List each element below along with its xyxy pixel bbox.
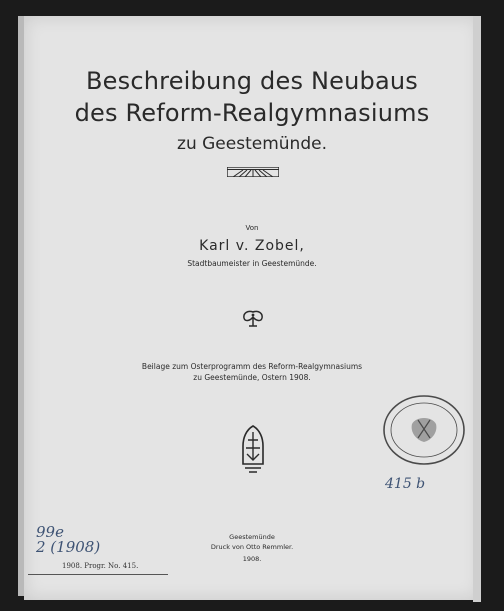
floral-ornament-icon [242, 310, 264, 328]
vertical-ornament-icon [240, 424, 266, 474]
imprint-place: Geestemünde [229, 533, 275, 541]
handwritten-number: 415 b [385, 476, 426, 492]
title-line-2: des Reform-Realgymnasiums [74, 99, 430, 127]
title-page [24, 16, 480, 600]
author-title: Stadtbaumeister in Geestemünde. [187, 259, 317, 268]
imprint-year: 1908. [242, 555, 262, 563]
library-stamp [382, 394, 466, 466]
byline-von: Von [245, 224, 259, 232]
handwritten-shelfmark-top: 99e [36, 523, 64, 541]
supplement-line-2: zu Geestemünde, Ostern 1908. [193, 373, 311, 382]
catalog-underline [28, 574, 168, 575]
title-line-1: Beschreibung des Neubaus [86, 67, 418, 95]
author-name: Karl v. Zobel, [199, 238, 305, 254]
imprint-printer: Druck von Otto Remmler. [210, 543, 294, 551]
page-right-edge [473, 16, 481, 602]
handwritten-shelfmark-bottom: 2 (1908) [36, 538, 101, 556]
catalog-note: 1908. Progr. No. 415. [62, 562, 139, 570]
ornament-band-icon [227, 167, 279, 177]
supplement-line-1: Beilage zum Osterprogramm des Reform-Realgymnasiums [141, 362, 363, 371]
title-line-3: zu Geestemünde. [177, 134, 327, 154]
